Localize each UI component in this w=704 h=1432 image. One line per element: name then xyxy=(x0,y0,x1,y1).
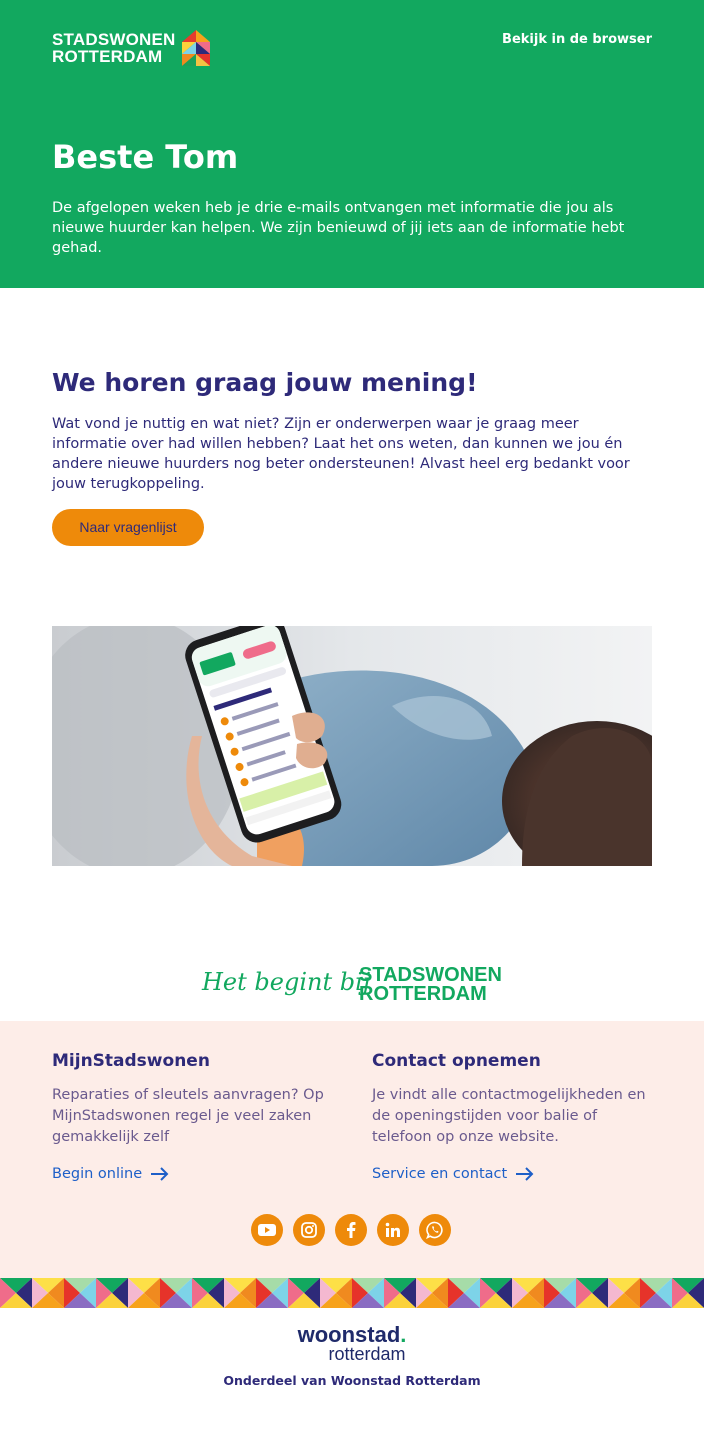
tagline-brand-line-1: STADSWONEN xyxy=(359,964,502,986)
view-in-browser-link[interactable]: Bekijk in de browser xyxy=(502,32,652,47)
begin-online-link[interactable] xyxy=(52,1166,170,1182)
woonstad-sub: rotterdam xyxy=(328,1344,406,1364)
footer-column-contact xyxy=(372,1051,652,1148)
triangle-pattern-band xyxy=(0,1278,704,1308)
logo-text xyxy=(52,31,176,65)
youtube-icon[interactable] xyxy=(251,1214,283,1246)
footer-right-title: Contact opnemen xyxy=(372,1051,541,1071)
facebook-icon[interactable] xyxy=(335,1214,367,1246)
logo-line-2: ROTTERDAM xyxy=(52,47,163,66)
logo-line-1: STADSWONEN xyxy=(52,30,176,49)
phone-photo-illustration xyxy=(52,626,652,866)
intro-text: De afgelopen weken heb je drie e-mails ontvangen met informatie die jou als nieuwe huurder kan helpen. We zijn benieuwd of jij iets aan de informatie hebt gehad. xyxy=(52,200,625,256)
tagline-script: Het begint bij xyxy=(202,968,371,996)
service-contact-link[interactable] xyxy=(372,1166,535,1182)
email-header xyxy=(0,0,704,288)
woonstad-brand: woonstad. xyxy=(297,1322,407,1347)
tagline-brand-line-2: ROTTERDAM xyxy=(359,983,487,1005)
stadswonen-logo[interactable] xyxy=(52,30,212,70)
woonstad-logo[interactable] xyxy=(0,1322,704,1364)
service-contact-label: Service en contact xyxy=(372,1166,508,1182)
footer-column-mijnstadswonen xyxy=(52,1051,332,1148)
tagline-brand xyxy=(359,966,502,1004)
footer-left-title: MijnStadswonen xyxy=(52,1051,210,1071)
tagline xyxy=(0,960,704,1010)
linkedin-icon[interactable] xyxy=(377,1214,409,1246)
triangle-pattern xyxy=(0,1278,704,1308)
social-links xyxy=(251,1214,451,1246)
feedback-title: We horen graag jouw mening! xyxy=(52,368,478,397)
instagram-icon[interactable] xyxy=(293,1214,325,1246)
woonstad-brand-text: woonstad xyxy=(297,1322,401,1347)
whatsapp-icon[interactable] xyxy=(419,1214,451,1246)
questionnaire-button[interactable]: Naar vragenlijst xyxy=(52,509,204,546)
footer-left-text: Reparaties of sleutels aanvragen? Op MijnStadswonen regel je veel zaken gemakkelijk zelf xyxy=(52,1087,324,1145)
arrow-right-icon xyxy=(515,1167,535,1181)
house-icon xyxy=(182,30,210,66)
footer xyxy=(0,1021,704,1279)
footer-right-text: Je vindt alle contactmogelijkheden en de openingstijden voor balie of telefoon op onze website. xyxy=(372,1087,646,1145)
woonstad-caption: Onderdeel van Woonstad Rotterdam xyxy=(223,1373,481,1388)
phone-photo xyxy=(52,626,652,866)
greeting-heading: Beste Tom xyxy=(52,138,239,176)
begin-online-label: Begin online xyxy=(52,1166,143,1182)
arrow-right-icon xyxy=(150,1167,170,1181)
feedback-body: Wat vond je nuttig en wat niet? Zijn er onderwerpen waar je graag meer informatie over had willen hebben? Laat het ons weten, dan kunnen we jou én andere nieuwe huurders nog beter ondersteunen! Alvast heel erg bedankt voor jouw terugkoppeling. xyxy=(52,416,630,492)
